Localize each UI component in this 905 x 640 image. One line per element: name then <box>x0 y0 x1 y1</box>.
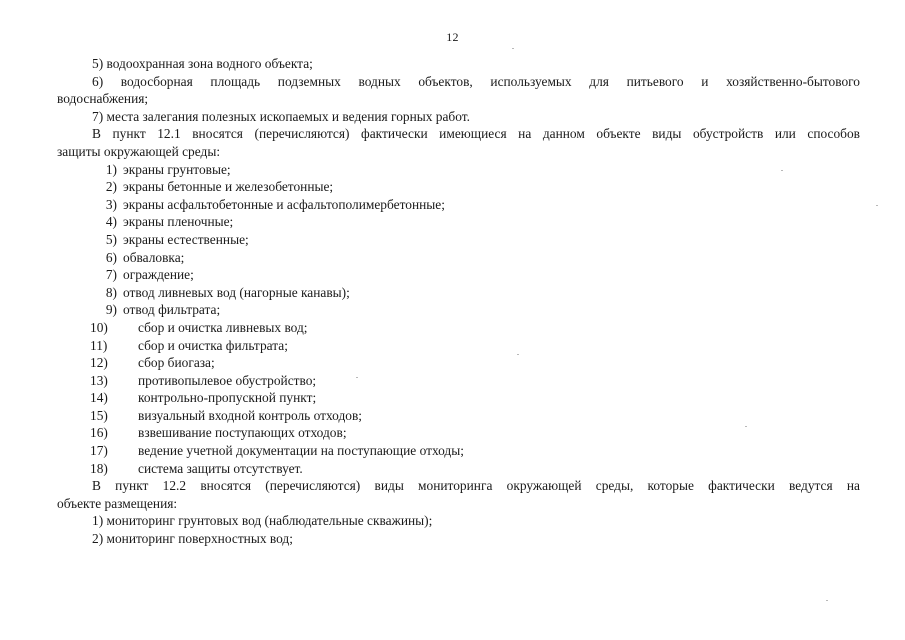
list-item: 5) экраны естественные; <box>105 231 249 247</box>
list-item: 13) противопылевое обустройство; <box>90 372 317 388</box>
list-item: 11) сбор и очистка фильтрата; <box>90 337 288 353</box>
list-item: 17) ведение учетной документации на поступающие отходы; <box>90 443 464 459</box>
list-item: 2) экраны бетонные и железобетонные; <box>105 179 334 195</box>
list-item: 1) мониторинг грунтовых вод (наблюдательные скважины); <box>92 513 433 529</box>
list-item-catchment-area-line2: водоснабжения; <box>57 91 149 107</box>
list-item: 2) мониторинг поверхностных вод; <box>92 531 293 547</box>
scan-speck <box>745 426 747 427</box>
list-item: 9) отвод фильтрата; <box>105 302 221 318</box>
scan-speck <box>512 48 514 49</box>
scan-speck <box>517 354 519 355</box>
list-item-mineral-deposits: 7) места залегания полезных ископаемых и ведения горных работ. <box>92 108 470 124</box>
monitoring-list <box>57 512 860 547</box>
scan-speck <box>876 205 878 206</box>
list-item: 15) визуальный входной контроль отходов; <box>90 407 363 423</box>
list-item: 18) система защиты отсутствует. <box>90 460 303 476</box>
scan-speck <box>356 377 358 378</box>
list-item: 8) отвод ливневых вод (нагорные канавы); <box>105 284 350 300</box>
list-item-water-protection-zone: 5) водоохранная зона водного объекта; <box>92 56 313 71</box>
section-12-2-intro-line1: В пункт 12.2 вносятся (перечисляются) виды мониторинга окружающей среды, которые фактически ведутся на <box>92 478 860 494</box>
list-item: 4) экраны пленочные; <box>105 214 234 230</box>
list-item: 16) взвешивание поступающих отходов; <box>90 425 347 441</box>
document-body <box>57 55 860 548</box>
scan-speck <box>826 600 828 601</box>
list-item: 6) обваловка; <box>105 249 185 265</box>
list-item-catchment-area-line1: 6) водосборная площадь подземных водных объектов, используемых для питьевого и хозяйственно-бытового <box>92 73 860 89</box>
list-item: 10) сбор и очистка ливневых вод; <box>90 319 308 335</box>
list-item: 1) экраны грунтовые; <box>105 161 231 177</box>
list-item: 12) сбор биогаза; <box>90 355 215 371</box>
list-item: 3) экраны асфальтобетонные и асфальтополимербетонные; <box>105 196 445 212</box>
list-item: 14) контрольно-пропускной пункт; <box>90 390 317 406</box>
list-item: 7) ограждение; <box>105 267 194 283</box>
section-12-2-intro-line2: объекте размещения: <box>57 495 178 511</box>
protection-measures-list <box>57 161 860 478</box>
scan-speck <box>781 170 783 171</box>
section-12-1-intro-line1: В пункт 12.1 вносятся (перечисляются) фактически имеющиеся на данном объекте виды обустройств или способов <box>92 126 860 142</box>
section-12-1-intro-line2: защиты окружающей среды: <box>57 143 221 159</box>
page-number: 12 <box>446 30 459 44</box>
